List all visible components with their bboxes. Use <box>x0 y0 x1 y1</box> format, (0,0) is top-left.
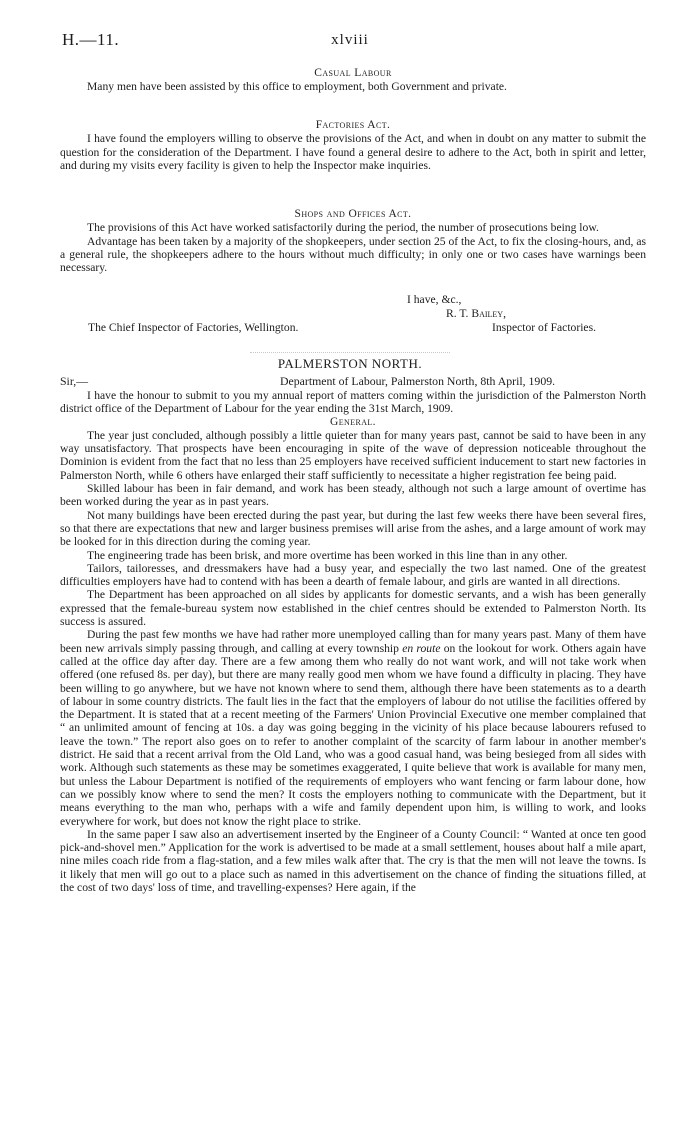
unemployed-text-part: During the past few months we have had rather more unemployed calling than for many years past. Many of them have been new arrivals simply passing through, and calling at every township <box>60 628 646 655</box>
casual-labour-text: Many men have been assisted by this office to employment, both Government and private. <box>87 80 507 94</box>
shops-act-paragraph: Advantage has been taken by a majority of the shopkeepers, under section 25 of the Act, to fix the closing-hours, and, as a general rule, the shopkeepers adhere to the hours without much difficulty; in only one or two cases have warnings been necessary. <box>60 234 646 275</box>
dateline: Department of Labour, Palmerston North, 8th April, 1909. <box>280 374 556 388</box>
signoff-block <box>60 293 646 335</box>
salutation: Sir,— <box>60 374 89 388</box>
factories-act-heading: Factories Act. <box>315 119 391 131</box>
general-paragraph: The engineering trade has been brisk, and more overtime has been worked in this line than in any other. <box>87 548 568 562</box>
signoff-name: R. T. Bailey, <box>446 307 506 320</box>
page-number: xlviii <box>331 32 369 48</box>
en-route-italic: en route <box>402 641 441 655</box>
report-title: PALMERSTON NORTH. <box>277 356 423 371</box>
shops-act-section <box>60 208 646 274</box>
general-paragraph: The year just concluded, although possibly a little quieter than for many years past, cannot be said to have been in any way unsatisfactory. That prospects have been encouraging in spite of the wave of depression noticeable throughout the Dominion is evident from the fact that no less than 25 employers have received sufficient inducement to start new factories in Palmerston North, while 6 others have enlarged their staff sufficiently to necessitate a higher registration fee being paid. <box>60 428 646 482</box>
shops-act-paragraph: The provisions of this Act have worked satisfactorily during the period, the number of prosecutions being low. <box>87 221 599 235</box>
report-intro: I have the honour to submit to you my annual report of matters coming within the jurisdiction of the Palmerston North district office of the Department of Labour for the year ending the 31st March, 1909. <box>60 389 646 416</box>
general-paragraph: Skilled labour has been in fair demand, and work has been steady, although not such a large amount of overtime has been worked during the year as in past years. <box>60 482 646 509</box>
general-paragraph: Tailors, tailoresses, and dressmakers have had a busy year, and especially the two last named. One of the greatest difficulties employers have had to contend with has been a dearth of female labour, and girls are wanted in all directions. <box>60 561 646 589</box>
factories-act-section <box>60 119 646 172</box>
general-paragraph: The Department has been approached on all sides by applicants for domestic servants, and a wish has been generally expressed that the female-bureau system now established in the chief centres should be extended to Palmerston North. Its success is assured. <box>60 588 646 629</box>
casual-labour-section <box>60 67 646 94</box>
general-heading: General. <box>330 415 376 428</box>
shops-act-heading: Shops and Offices Act. <box>294 208 412 220</box>
signoff-addressee: The Chief Inspector of Factories, Wellington. <box>88 321 299 334</box>
general-paragraph <box>60 628 646 827</box>
signoff-title: Inspector of Factories. <box>492 321 596 334</box>
general-paragraph: Not many buildings have been erected during the past year, but during the last few weeks there have been several fires, so that there are expectations that new and larger business premises will arise from the ashes, and a large amount of work may be looked for in this direction during the coming year. <box>60 508 646 549</box>
unemployed-text-part: on the lookout for work. Others again have called at the office day after day. There are a few among them who really do not want work, and will not take work when offered (one refused 8s. per day), but there are many really good men whom we have found a difficulty in placing. They have been willing to go anywhere, but we have not known where to send them, although there have been statements as to a dearth of labour in some country districts. The fault lies in the fact that the employers of labour do not utilise the facilities offered by the Department. It is stated that at a recent meeting of the Farmers' Union Provincial Executive one member complained that “ an unlimited amount of fencing at 10s. a day was going begging in the vicinity of his place because labourers refused to leave the town.” The report also goes on to refer to another complaint of the scarcity of farm labour in another member's district. He said that a recent arrival from the Old Land, who was a good casual hand, was being besieged from all sides with work. Although such statements as these may be sometimes exaggerated, I quite believe that work is available for many men, but unless the Labour Department is notified of the requirements of employers who want fencing or farm labour done, how can we possibly know where to send the men? It costs the employers nothing to communicate with the Department, but it means everything to the man who, perhaps with a wife and family dependent upon him, is willing to work, and looks everywhere for work, but does not know the right place to strike. <box>60 641 646 828</box>
signoff-closing: I have, &c., <box>407 293 462 306</box>
casual-labour-heading: Casual Labour <box>314 67 392 79</box>
general-paragraph: In the same paper I saw also an advertisement inserted by the Engineer of a County Council: “ Wanted at once ten good pick-and-shovel men.” Application for the work is advertised to be made at a small settlement, houses about half a mile apart, nine miles coach ride from a flag-station, and a few miles walk after that. The cry is that the men will not leave the towns. Is it likely that men will go out to a place such as named in this advertisement on the chance of finding the situations filled, at the cost of two days' loss of time, and travelling-expenses? Here again, if the <box>60 827 646 894</box>
factories-act-text: I have found the employers willing to observe the provisions of the Act, and when in doubt on any matter to submit the question for the consideration of the Department. I have found a general desire to adhere to the Act, both in spirit and letter, and during my visits every facility is given to help the Inspector make inquiries. <box>60 132 646 172</box>
page-reference: H.—11. <box>62 30 120 49</box>
report-body <box>60 389 646 894</box>
section-divider <box>250 352 450 353</box>
